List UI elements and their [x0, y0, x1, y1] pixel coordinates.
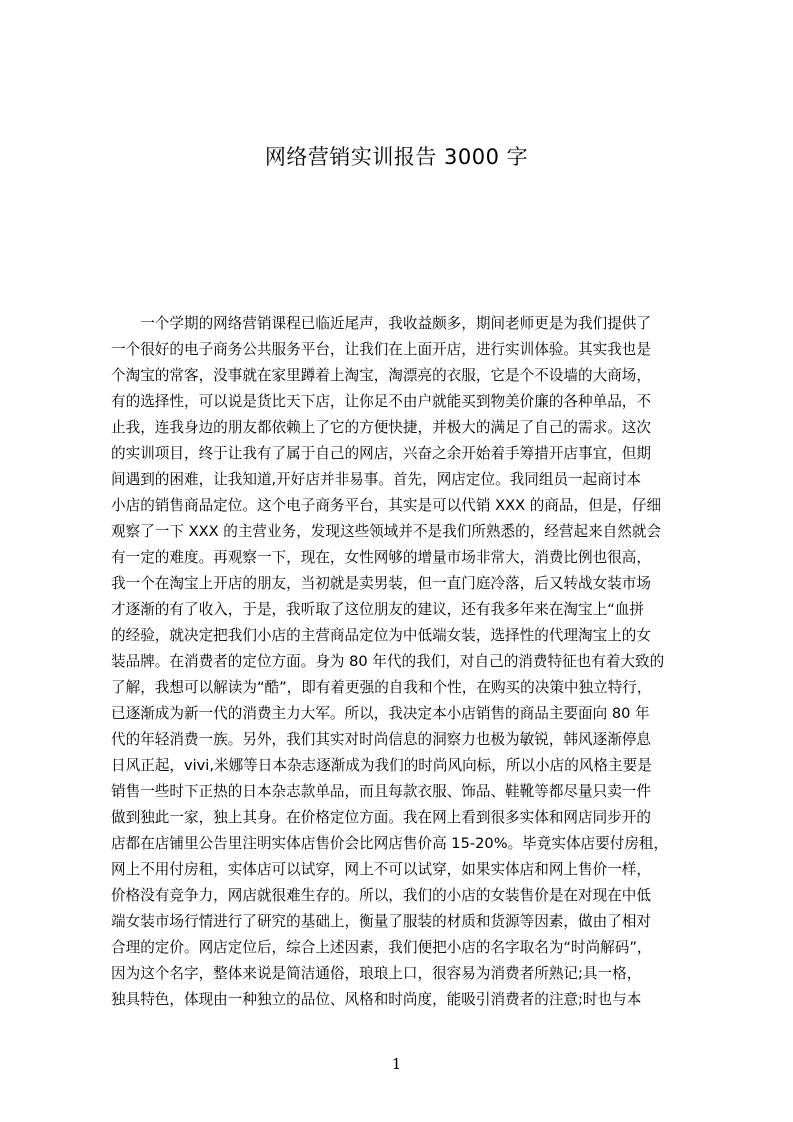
body-line: 日风正起，vivi,米娜等日本杂志逐渐成为我们的时尚风向标，所以小店的风格主要是	[111, 757, 652, 774]
body-line: 小店的销售商品定位。这个电子商务平台，其实是可以代销 XXX 的商品，但是，仔细	[111, 497, 662, 514]
body-line: 间遇到的困难，让我知道,开好店并非易事。首先，网店定位。我同组员一起商讨本	[111, 471, 642, 488]
body-line: 止我，连我身边的朋友都依赖上了它的方便快捷，并极大的满足了自己的需求。这次	[111, 419, 651, 436]
body-line: 店都在店铺里公告里注明实体店售价会比网店售价高 15-20%。毕竟实体店要付房租，	[111, 835, 669, 852]
page-number: 1	[391, 1055, 402, 1073]
body-line: 了解，我想可以解读为“酷”，即有着更强的自我和个性，在购买的决策中独立特行，	[111, 679, 652, 696]
body-line: 合理的定价。网店定位后，综合上述因素，我们便把小店的名字取名为“时尚解码”，	[111, 939, 652, 956]
document-body	[111, 311, 698, 1027]
body-line: 的经验，就决定把我们小店的主营商品定位为中低端女装，选择性的代理淘宝上的女	[111, 627, 651, 644]
body-line: 观察了一下 XXX 的主营业务，发现这些领域并不是我们所熟悉的，经营起来自然就会	[111, 523, 662, 540]
body-line: 有的选择性，可以说是货比天下店，让你足不由户就能买到物美价廉的各种单品，不	[111, 393, 651, 410]
body-line: 价格没有竞争力，网店就很难生存的。所以，我们的小店的女装售价是在对现在中低	[111, 887, 651, 904]
body-line: 代的年轻消费一族。另外，我们其实对时尚信息的洞察力也极为敏锐，韩风逐渐停息	[111, 731, 651, 748]
body-line: 个淘宝的常客，没事就在家里蹲着上淘宝，淘漂亮的衣服，它是个不设墙的大商场，	[111, 367, 651, 384]
body-line: 的实训项目，终于让我有了属于自己的网店，兴奋之余开始着手筹措开店事宜，但期	[111, 445, 651, 462]
body-line: 一个学期的网络营销课程已临近尾声，我收益颇多，期间老师更是为我们提供了	[111, 315, 651, 332]
body-line: 已逐渐成为新一代的消费主力大军。所以，我决定本小店销售的商品主要面向 80 年	[111, 705, 650, 722]
body-line: 我一个在淘宝上开店的朋友，当初就是卖男装，但一直门庭冷落，后又转战女装市场	[111, 575, 651, 592]
body-line: 一个很好的电子商务公共服务平台，让我们在上面开店，进行实训体验。其实我也是	[111, 341, 651, 358]
body-line: 因为这个名字，整体来说是简洁通俗，琅琅上口，很容易为消费者所熟记;具一格，	[111, 965, 642, 982]
body-line: 销售一些时下正热的日本杂志款单品，而且每款衣服、饰品、鞋靴等都尽量只卖一件	[111, 783, 651, 800]
body-line: 网上不用付房租，实体店可以试穿，网上不可以试穿，如果实体店和网上售价一样，	[111, 861, 651, 878]
document-title: 网络营销实训报告 3000 字	[264, 145, 529, 169]
body-line: 端女装市场行情进行了研究的基础上，衡量了服装的材质和货源等因素，做由了相对	[111, 913, 651, 930]
body-line: 有一定的难度。再观察一下，现在，女性网够的增量市场非常大，消费比例也很高，	[111, 549, 651, 566]
body-line: 做到独此一家，独上其身。在价格定位方面。我在网上看到很多实体和网店同步开的	[111, 809, 651, 826]
body-line: 装品牌。在消费者的定位方面。身为 80 年代的我们，对自己的消费特征也有着大致的	[111, 653, 665, 670]
body-line: 才逐渐的有了收入，于是，我听取了这位朋友的建议，还有我多年来在淘宝上“血拼	[111, 601, 644, 618]
body-line: 独具特色，体现由一种独立的品位、风格和时尚度，能吸引消费者的注意;时也与本	[111, 991, 642, 1008]
